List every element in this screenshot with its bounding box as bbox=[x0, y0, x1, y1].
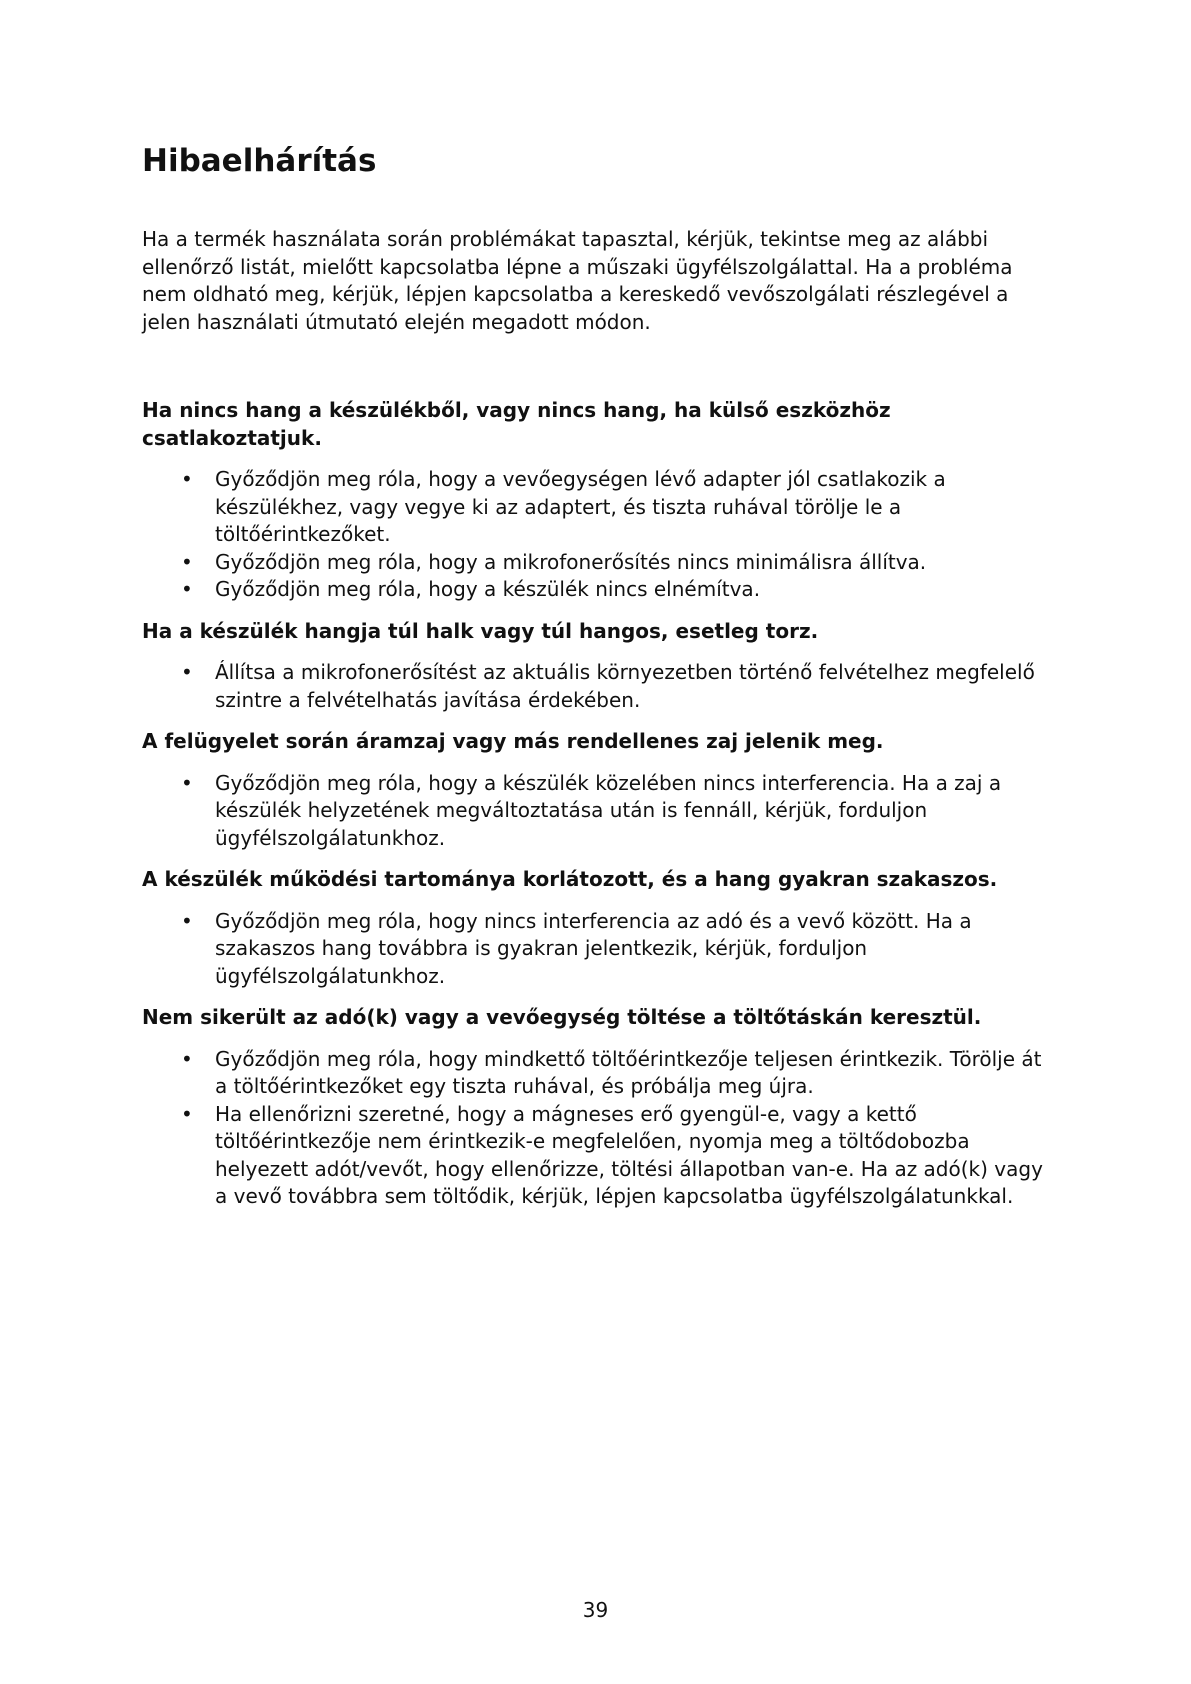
bullet-icon: • bbox=[181, 1101, 193, 1126]
list-item bbox=[142, 659, 1052, 714]
bullet-icon: • bbox=[181, 1046, 193, 1071]
list-item-text: Ha ellenőrizni szeretné, hogy a mágneses erő gyengül-e, vagy a kettő töltőérintkezője nem érintkezik-e megfelelően, nyomja meg a töltődobozba helyezett adót/vevőt, hogy ellenőrizze, töltési állapotban van-e. Ha az adó(k) vagy a vevő továbbra sem töltődik, kérjük, lépjen kapcsolatba ügyfélszolgálatunkkal. bbox=[215, 1101, 1043, 1208]
section-charging-failed bbox=[142, 1004, 1052, 1211]
page-number: 39 bbox=[582, 1598, 609, 1622]
list-item-text: Állítsa a mikrofonerősítést az aktuális környezetben történő felvételhez megfelelő szintre a felvételhatás javítása érdekében. bbox=[215, 660, 1035, 712]
bullet-icon: • bbox=[181, 549, 193, 574]
section-heading: A készülék működési tartománya korlátozott, és a hang gyakran szakaszos. bbox=[142, 867, 998, 891]
troubleshooting-list bbox=[142, 397, 1052, 1225]
list-item-text: Győződjön meg róla, hogy mindkettő töltőérintkezője teljesen érintkezik. Törölje át a töltőérintkezőket egy tiszta ruhával, és próbálja meg újra. bbox=[215, 1046, 1042, 1098]
list-item bbox=[142, 770, 1052, 853]
list-item-text: Győződjön meg róla, hogy a mikrofonerősítés nincs minimálisra állítva. bbox=[215, 549, 927, 574]
bullet-list bbox=[142, 659, 1052, 714]
list-item-text: Győződjön meg róla, hogy a készülék nincs elnémítva. bbox=[215, 577, 761, 601]
list-item bbox=[142, 908, 1052, 991]
bullet-icon: • bbox=[181, 467, 193, 491]
bullet-list bbox=[142, 1046, 1052, 1211]
section-no-sound bbox=[142, 397, 1052, 604]
bullet-list bbox=[142, 908, 1052, 991]
section-heading: Ha nincs hang a készülékből, vagy nincs hang, ha külső eszközhöz csatlakoztatjuk. bbox=[142, 398, 891, 450]
section-range-limited bbox=[142, 866, 1052, 990]
bullet-icon: • bbox=[181, 660, 193, 684]
bullet-icon: • bbox=[181, 577, 193, 601]
bullet-list bbox=[142, 466, 1052, 604]
bullet-icon: • bbox=[181, 908, 193, 933]
list-item-text: Győződjön meg róla, hogy nincs interferencia az adó és a vevő között. Ha a szakaszos hang továbbra is gyakran jelentkezik, kérjük, forduljon ügyfélszolgálatunkhoz. bbox=[215, 908, 972, 988]
list-item bbox=[142, 1101, 1052, 1211]
list-item bbox=[142, 1046, 1052, 1101]
page-title: Hibaelhárítás bbox=[142, 143, 377, 179]
section-noise bbox=[142, 728, 1052, 852]
section-heading: A felügyelet során áramzaj vagy más rendellenes zaj jelenik meg. bbox=[142, 729, 884, 753]
list-item-text: Győződjön meg róla, hogy a vevőegységen lévő adapter jól csatlakozik a készülékhez, vagy vegye ki az adaptert, és tiszta ruhával törölje le a töltőérintkezőket. bbox=[215, 467, 946, 546]
list-item bbox=[142, 549, 1052, 577]
list-item-text: Győződjön meg róla, hogy a készülék közelében nincs interferencia. Ha a zaj a készülék helyzetének megváltoztatása után is fennáll, kérjük, forduljon ügyfélszolgálatunkhoz. bbox=[215, 770, 1002, 850]
intro-paragraph: Ha a termék használata során problémákat tapasztal, kérjük, tekintse meg az alábbi ellenőrző listát, mielőtt kapcsolatba lépne a műszaki ügyfélszolgálattal. Ha a probléma nem oldható meg, kérjük, lépjen kapcsolatba a kereskedő vevőszolgálati részlegével a jelen használati útmutató elején megadott módon. bbox=[142, 227, 1013, 334]
list-item bbox=[142, 576, 1052, 604]
section-heading: Nem sikerült az adó(k) vagy a vevőegység töltése a töltőtáskán keresztül. bbox=[142, 1005, 982, 1029]
section-heading: Ha a készülék hangja túl halk vagy túl hangos, esetleg torz. bbox=[142, 618, 819, 643]
section-volume-distorted bbox=[142, 618, 1052, 715]
bullet-icon: • bbox=[181, 770, 193, 795]
list-item bbox=[142, 466, 1052, 549]
bullet-list bbox=[142, 770, 1052, 853]
